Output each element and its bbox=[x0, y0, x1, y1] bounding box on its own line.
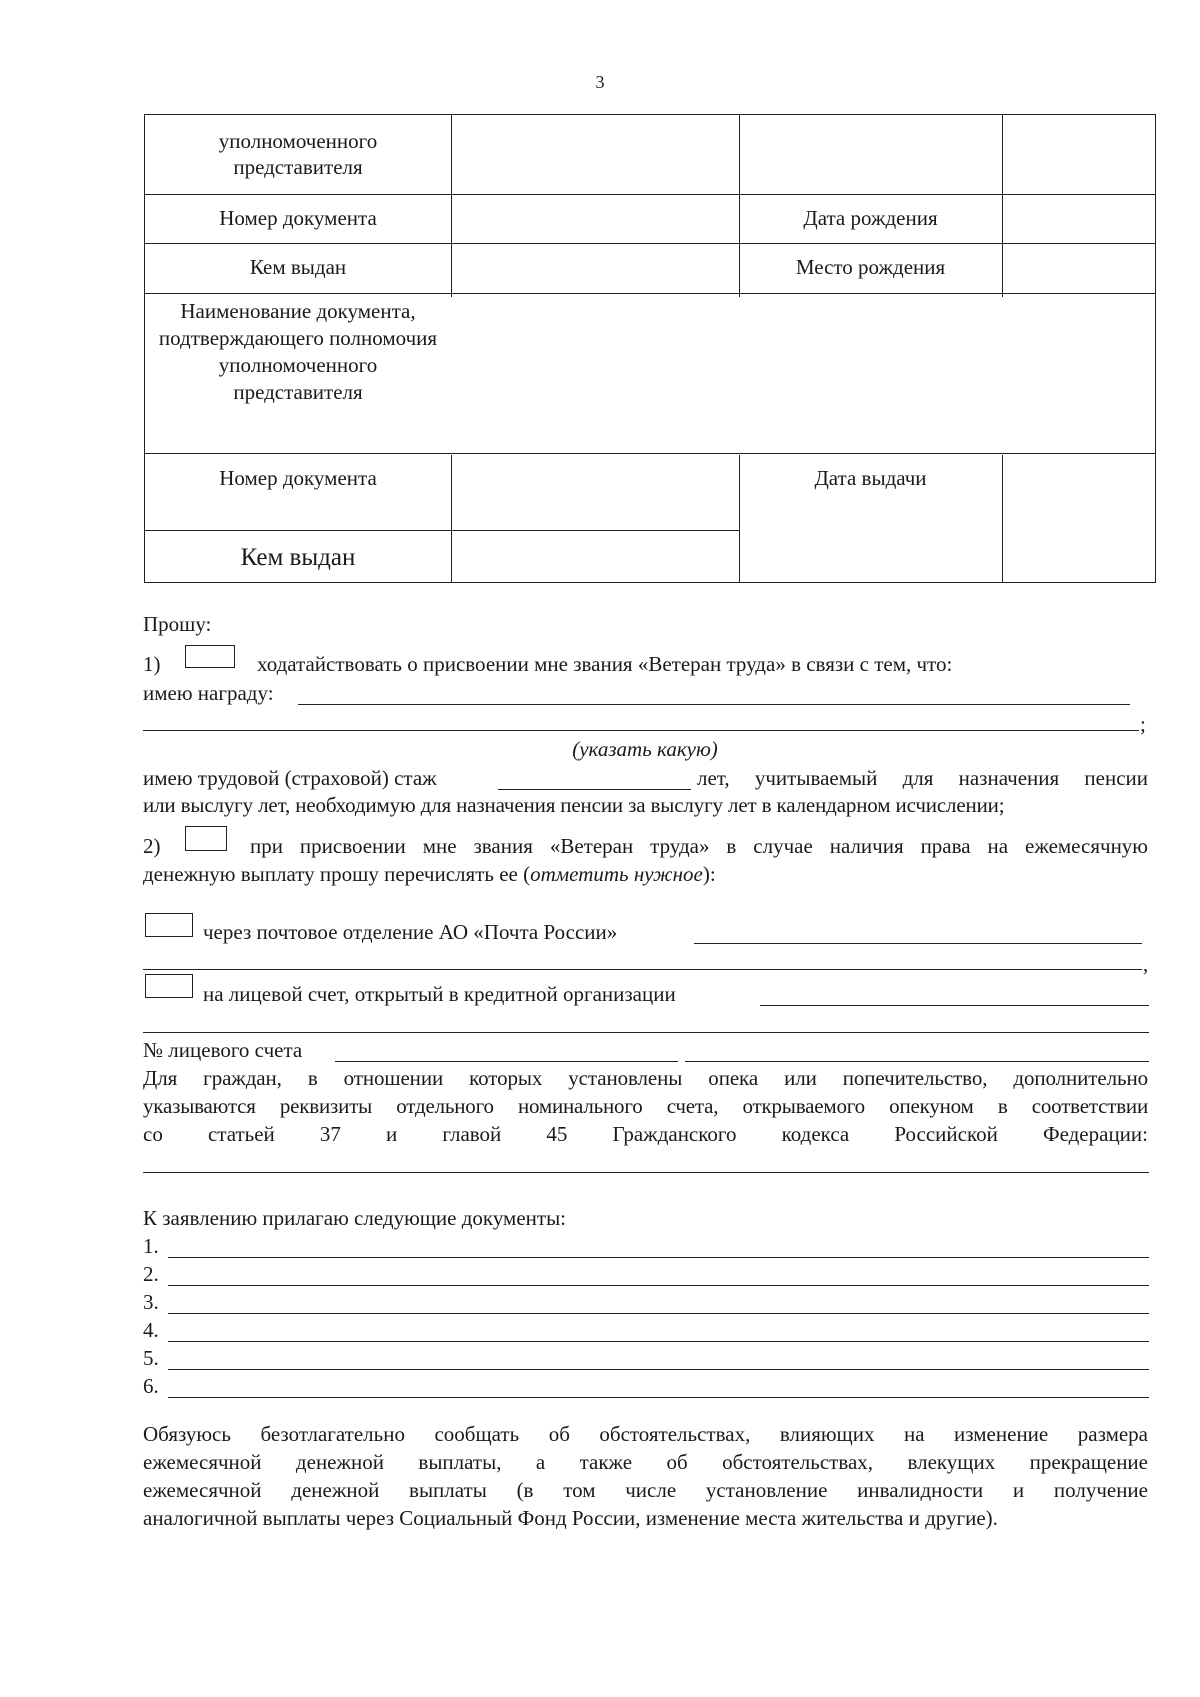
cell-authority-doc-label: Наименование документа, подтверждающего полномочия уполномоченного представителя bbox=[158, 299, 438, 404]
item1-number: 1) bbox=[143, 652, 161, 676]
attachment-number: 3. bbox=[143, 1290, 159, 1314]
cell-birth-place-label: Место рождения bbox=[795, 255, 946, 280]
obligation-line-4: аналогичной выплаты через Социальный Фонд России, изменение места жительства и другие). bbox=[143, 1506, 998, 1530]
representative-table bbox=[144, 114, 1156, 583]
account-input-line-1[interactable] bbox=[335, 1061, 678, 1062]
table-divider bbox=[451, 455, 452, 583]
obligation-line-2: ежемесячной денежной выплаты, а также об обстоятельствах, влекущих прекращение bbox=[143, 1450, 1148, 1474]
award-input-line[interactable] bbox=[298, 704, 1130, 705]
account-number-label: № лицевого счета bbox=[143, 1038, 303, 1062]
stazh-line-2: или выслугу лет, необходимую для назначения пенсии за выслугу лет в календарном исчислении; bbox=[143, 793, 1005, 817]
stazh-label-post: лет, учитываемый для назначения пенсии bbox=[697, 766, 1148, 790]
attachment-input-line[interactable] bbox=[168, 1285, 1149, 1286]
award-label: имею награду: bbox=[143, 681, 274, 705]
item2-text: при присвоении мне звания «Ветеран труда» в случае наличия права на ежемесячную bbox=[250, 834, 1148, 858]
table-divider bbox=[1002, 455, 1003, 583]
cell-representative-label: уполномоченного представителя bbox=[218, 129, 378, 179]
attachment-input-line[interactable] bbox=[168, 1257, 1149, 1258]
stazh-label: имею трудовой (страховой) стаж bbox=[143, 766, 437, 790]
stazh-input-line[interactable] bbox=[498, 789, 691, 790]
item2-number: 2) bbox=[143, 834, 161, 858]
attachment-number: 1. bbox=[143, 1234, 159, 1258]
attachment-number: 2. bbox=[143, 1262, 159, 1286]
cell-issued-by-label-2: Кем выдан bbox=[240, 543, 356, 571]
award-input-line-2[interactable] bbox=[143, 730, 1139, 731]
post-office-checkbox[interactable] bbox=[145, 913, 193, 937]
item1-checkbox[interactable] bbox=[185, 645, 235, 668]
attachment-number: 6. bbox=[143, 1374, 159, 1398]
cell-issued-by-label: Кем выдан bbox=[249, 255, 347, 280]
attachment-input-line[interactable] bbox=[168, 1313, 1149, 1314]
table-divider bbox=[451, 115, 452, 297]
table-divider bbox=[1002, 115, 1003, 297]
cell-doc-number-label: Номер документа bbox=[219, 205, 377, 230]
table-divider bbox=[145, 453, 1155, 454]
cell-doc-number-label-2: Номер документа bbox=[219, 466, 377, 490]
bank-input-line-2[interactable] bbox=[143, 1032, 1149, 1033]
item1-text: ходатайствовать о присвоении мне звания «Ветеран труда» в связи с тем, что: bbox=[257, 652, 953, 676]
attachment-number: 5. bbox=[143, 1346, 159, 1370]
award-semicolon: ; bbox=[1140, 712, 1146, 736]
cell-issue-date-label: Дата выдачи bbox=[814, 466, 927, 490]
post-office-comma: , bbox=[1143, 952, 1149, 976]
post-office-input-line[interactable] bbox=[694, 943, 1142, 944]
item2-line-2: денежную выплату прошу перечислять ее (отметить нужное): bbox=[143, 862, 716, 886]
obligation-line-3: ежемесячной денежной выплаты (в том числе установление инвалидности и получение bbox=[143, 1478, 1148, 1502]
attachment-input-line[interactable] bbox=[168, 1341, 1149, 1342]
request-heading: Прошу: bbox=[143, 612, 212, 636]
bank-account-checkbox[interactable] bbox=[145, 974, 193, 998]
post-office-label: через почтовое отделение АО «Почта России» bbox=[203, 920, 618, 944]
bank-account-label: на лицевой счет, открытый в кредитной организации bbox=[203, 982, 676, 1006]
guardian-input-line[interactable] bbox=[143, 1172, 1149, 1173]
guardian-line-2: указываются реквизиты отдельного номинального счета, открываемого опекуном в соответствии bbox=[143, 1094, 1148, 1118]
cell-birth-date-label: Дата рождения bbox=[803, 205, 938, 230]
post-office-input-line-2[interactable] bbox=[143, 969, 1142, 970]
attachment-input-line[interactable] bbox=[168, 1397, 1149, 1398]
obligation-line-1: Обязуюсь безотлагательно сообщать об обстоятельствах, влияющих на изменение размера bbox=[143, 1422, 1148, 1446]
guardian-line-1: Для граждан, в отношении которых установлены опека или попечительство, дополнительно bbox=[143, 1066, 1148, 1090]
table-divider bbox=[145, 530, 740, 531]
award-hint: (указать какую) bbox=[572, 737, 718, 761]
account-input-line-2[interactable] bbox=[685, 1061, 1149, 1062]
bank-input-line[interactable] bbox=[760, 1005, 1149, 1006]
attachment-number: 4. bbox=[143, 1318, 159, 1342]
item2-checkbox[interactable] bbox=[185, 826, 227, 851]
table-divider bbox=[145, 293, 1155, 294]
guardian-line-3: со статьей 37 и главой 45 Гражданского кодекса Российской Федерации: bbox=[143, 1122, 1148, 1146]
page-number: 3 bbox=[595, 72, 605, 92]
attachments-heading: К заявлению прилагаю следующие документы: bbox=[143, 1206, 567, 1230]
attachment-input-line[interactable] bbox=[168, 1369, 1149, 1370]
